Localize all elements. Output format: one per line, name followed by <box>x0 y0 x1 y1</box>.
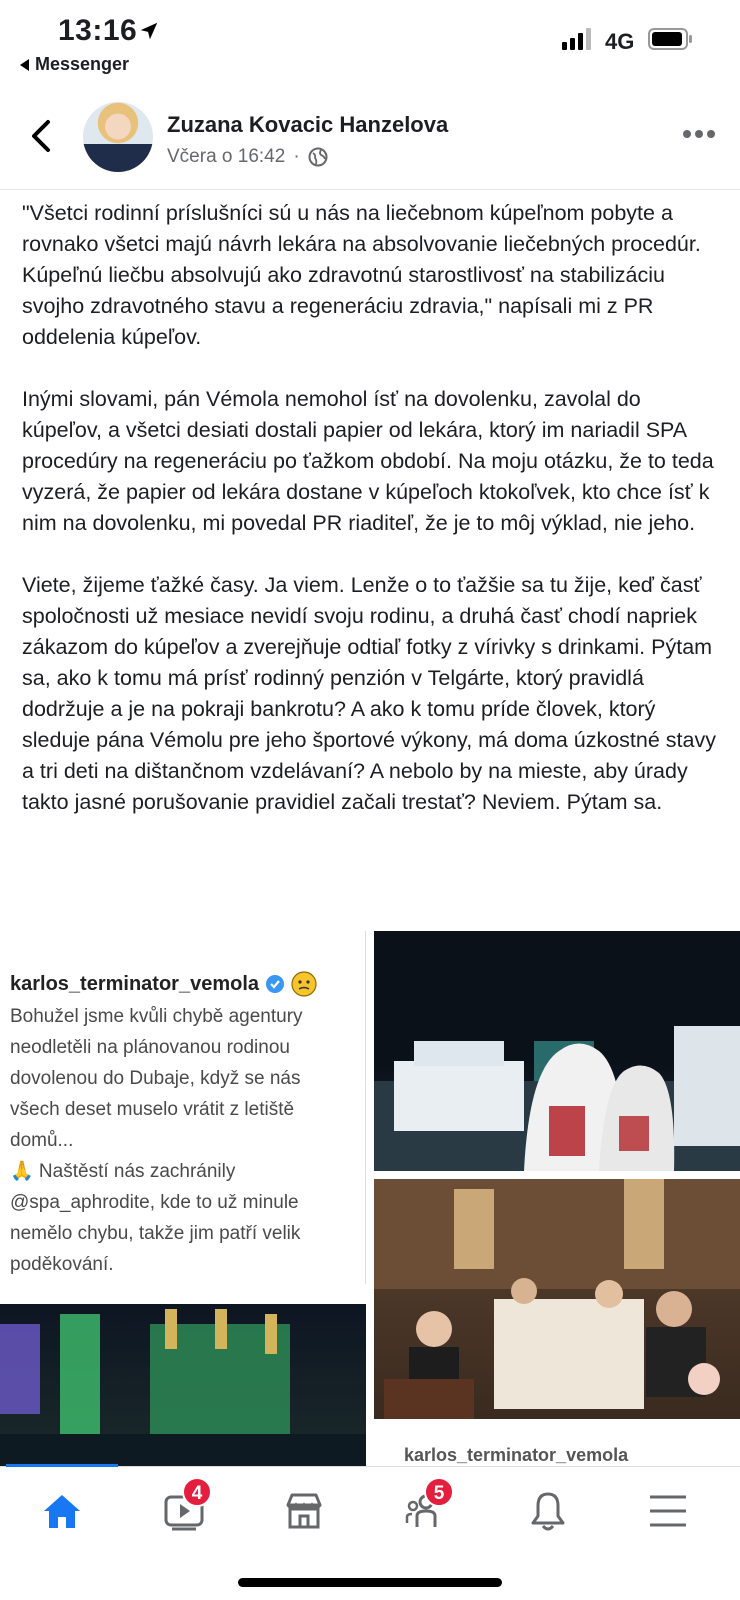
photo-grid <box>0 931 740 1466</box>
active-tab-indicator <box>6 1464 118 1467</box>
more-options-icon[interactable] <box>682 128 716 140</box>
photo-instagram-screenshot[interactable] <box>0 931 366 1284</box>
location-arrow-icon <box>138 20 160 42</box>
bell-icon <box>526 1489 570 1533</box>
tab-watch[interactable] <box>152 1485 212 1541</box>
post-meta <box>167 146 328 168</box>
ig-caption-line: 🙏 Naštěstí nás zachránily <box>10 1161 236 1182</box>
photo-family-dinner[interactable] <box>374 1179 740 1419</box>
spa-fountain-illustration <box>0 1304 366 1466</box>
family-dinner-illustration <box>374 1179 740 1419</box>
ig-username-partial: karlos_terminator_vemola <box>404 1445 629 1465</box>
post-paragraph: "Všetci rodinní príslušníci sú u nás na liečebnom kúpeľnom pobyte a rovnako všetci majú návrh lekára na absolvovanie liečebných procedúr. Kúpeľnú liečbu absolvujú ako zdravotnú starostlivosť na stabilizáciu svojho zdravotného stavu a regeneráciu zdravia," napísali mi z PR oddelenia kúpeľov. <box>22 201 701 349</box>
spa-night-illustration <box>374 931 740 1171</box>
post-text <box>22 198 722 849</box>
back-triangle-icon <box>20 59 29 71</box>
back-to-messenger[interactable] <box>20 54 129 75</box>
post-paragraph: Inými slovami, pán Vémola nemohol ísť na dovolenku, zavolal do kúpeľov, a všetci desiati dostali papier od lekára, ktorý im nariadil SPA procedúry na regeneráciu po ťažkom období. Na moju otázku, že to teda vyzerá, že papier od lekára dostane v kúpeľoch ktokoľvek, kto chce ísť k nim na dovolenku, mi povedal PR riaditeľ, že je to môj výklad, nie jeho. <box>22 387 714 535</box>
post-header <box>0 92 740 190</box>
ig-caption-line: Bohužel jsme kvůli chybě agentury <box>10 1006 303 1027</box>
ig-caption <box>10 1001 360 1280</box>
tab-home[interactable] <box>30 1485 90 1541</box>
ig-caption-line: neodletěli na plánovanou rodinou <box>10 1037 290 1058</box>
ig-caption-line: domů... <box>10 1130 74 1151</box>
back-app-label: Messenger <box>35 54 130 74</box>
watch-badge: 4 <box>182 1477 212 1507</box>
verified-badge-icon <box>265 974 285 994</box>
ig-username: karlos_terminator_vemola <box>10 972 260 995</box>
bottom-tab-bar <box>0 1466 740 1556</box>
meta-separator: · <box>293 146 300 167</box>
tab-groups[interactable] <box>394 1485 454 1541</box>
signal-icon <box>562 28 592 50</box>
tab-marketplace[interactable] <box>272 1485 332 1541</box>
tab-menu[interactable] <box>636 1485 696 1541</box>
ig-username-row <box>10 971 317 997</box>
post-paragraph: Viete, žijeme ťažké časy. Ja viem. Lenže o to ťažšie sa tu žije, keď časť spoločnosti už mesiace nevidí svoju rodinu, a druhá časť chodí napriek zákazom do kúpeľov a zverejňuje odtiaľ fotky z vírivky s drinkami. Pýtam sa, ako k tomu má prísť rodinný penzión v Telgárte, ktorý pravidlá dodržuje a je na pokraji bankrotu? A ako k tomu príde človek, ktorý sleduje pána Vémolu pre jeho športové výkony, má doma úzkostné stavy a tri deti na dištančnom vzdelávaní? A nebolo by na mieste, aby úrady takto jasné porušovanie pravidiel začali trestať? Neviem. Pýtam sa. <box>22 573 716 814</box>
back-chevron-icon[interactable] <box>26 116 58 156</box>
author-name[interactable]: Zuzana Kovacic Hanzelova <box>167 112 449 137</box>
author-avatar[interactable] <box>83 102 153 172</box>
ig-caption-line: poděkování. <box>10 1254 114 1275</box>
photo-spa-night[interactable] <box>374 931 740 1171</box>
photo-instagram-screenshot-2[interactable] <box>374 1427 740 1466</box>
home-indicator[interactable] <box>238 1578 502 1587</box>
status-time: 13:16 <box>58 14 138 47</box>
groups-badge: 5 <box>424 1477 454 1507</box>
ig-caption-line: dovolenou do Dubaje, když se nás <box>10 1068 301 1089</box>
ig-caption-line: @spa_aphrodite, kde to už minule <box>10 1192 299 1213</box>
ig-caption-line: nemělo chybu, takže jim patří velik <box>10 1223 301 1244</box>
home-icon <box>40 1489 84 1533</box>
network-label: 4G <box>605 29 635 54</box>
confused-face-icon <box>291 971 317 997</box>
globe-icon <box>308 147 328 167</box>
photo-spa-fountain[interactable] <box>0 1304 366 1466</box>
status-bar <box>0 0 740 80</box>
marketplace-icon <box>282 1489 326 1533</box>
battery-icon <box>648 28 694 50</box>
hamburger-menu-icon <box>646 1489 690 1533</box>
ig-caption-line: všech deset muselo vrátit z letiště <box>10 1099 295 1120</box>
tab-notifications[interactable] <box>516 1485 576 1541</box>
post-timestamp[interactable]: Včera o 16:42 <box>167 146 286 167</box>
